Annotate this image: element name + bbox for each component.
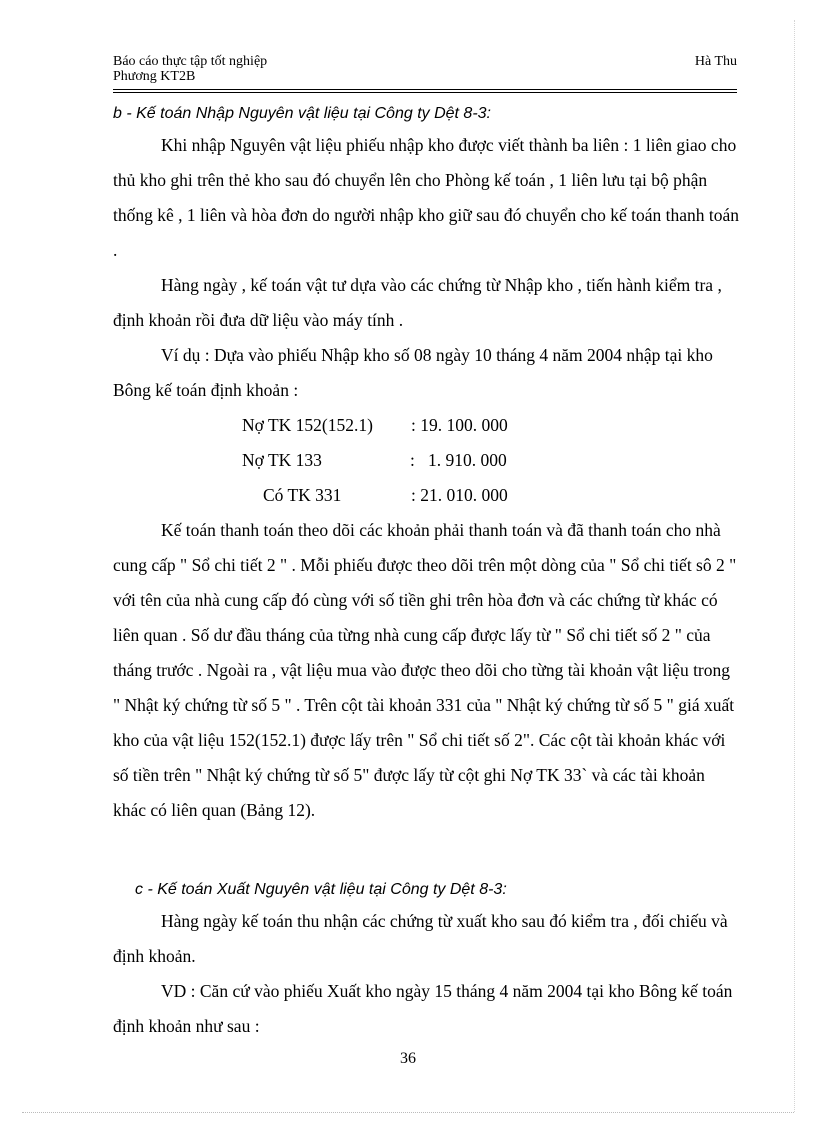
entry-amount: : 1. 910. 000: [410, 450, 507, 470]
section-c-paragraph-1: Hàng ngày kế toán thu nhận các chứng từ xuất kho sau đó kiểm tra , đối chiếu và định khoản.: [113, 911, 728, 966]
header-report-title: Báo cáo thực tập tốt nghiệp: [113, 54, 268, 69]
page-edge-bottom: [22, 1112, 794, 1113]
accounting-entry: [113, 443, 741, 478]
page-number: 36: [400, 1050, 416, 1067]
header-rule-thin: [113, 89, 737, 90]
accounting-entries: [113, 408, 741, 513]
section-b-paragraph-1: Khi nhập Nguyên vật liệu phiếu nhập kho được viết thành ba liên : 1 liên giao cho thủ kho ghi trên thẻ kho sau đó chuyển lên cho Phòng kế toán , 1 liên lưu tại bộ phận thống kê , 1 liên và hòa đơn do người nhập kho giữ sau đó chuyển cho kế toán thanh toán .: [113, 135, 740, 260]
section-b-paragraph-3: Ví dụ : Dựa vào phiếu Nhập kho số 08 ngày 10 tháng 4 năm 2004 nhập tại kho Bông kế toán định khoản :: [113, 345, 713, 400]
section-b-heading: b - Kế toán Nhập Nguyên vật liệu tại Công ty Dệt 8-3:: [113, 105, 491, 122]
accounting-entry: [113, 408, 741, 443]
page-content: [113, 100, 741, 1044]
entry-account: Nợ TK 133: [242, 450, 322, 470]
header-author-class: Phương KT2B: [113, 69, 196, 84]
accounting-entry: [113, 478, 741, 513]
entry-amount: : 19. 100. 000: [411, 415, 508, 435]
entry-amount: : 21. 010. 000: [411, 485, 508, 505]
section-b-paragraph-2: Hàng ngày , kế toán vật tư dựa vào các chứng từ Nhập kho , tiến hành kiểm tra , định khoản rồi đưa dữ liệu vào máy tính .: [113, 275, 722, 330]
section-b-paragraph-4: Kế toán thanh toán theo dõi các khoản phải thanh toán và đã thanh toán cho nhà cung cấp " Sổ chi tiết 2 " . Mỗi phiếu được theo dõi trên một dòng của " Sổ chi tiết sô 2 " với tên của nhà cung cấp đó cùng với số tiền ghi trên hòa đơn và các chứng từ khác có liên quan . Số dư đầu tháng của từng nhà cung cấp được lấy từ " Sổ chi tiết số 2 " của tháng trước . Ngoài ra , vật liệu mua vào được theo dõi cho từng tài khoản vật liệu trong " Nhật ký chứng từ số 5 " . Trên cột tài khoản 331 của " Nhật ký chứng từ số 5 " giá xuất kho của vật liệu 152(152.1) được lấy trên " Sổ chi tiết số 2". Các cột tài khoản khác với số tiền trên " Nhật ký chứng từ số 5" được lấy từ cột ghi Nợ TK 33` và các tài khoản khác có liên quan (Bảng 12).: [113, 520, 737, 820]
page-edge-right: [794, 20, 795, 1112]
section-c-heading: c - Kế toán Xuất Nguyên vật liệu tại Công ty Dệt 8-3:: [135, 881, 507, 898]
section-c-paragraph-2: VD : Căn cứ vào phiếu Xuất kho ngày 15 tháng 4 năm 2004 tại kho Bông kế toán định khoản như sau :: [113, 981, 733, 1036]
entry-account: Nợ TK 152(152.1): [242, 415, 373, 435]
entry-account: Có TK 331: [263, 485, 342, 505]
header-rule-thick: [113, 92, 737, 93]
header-author-name: Hà Thu: [694, 54, 737, 69]
